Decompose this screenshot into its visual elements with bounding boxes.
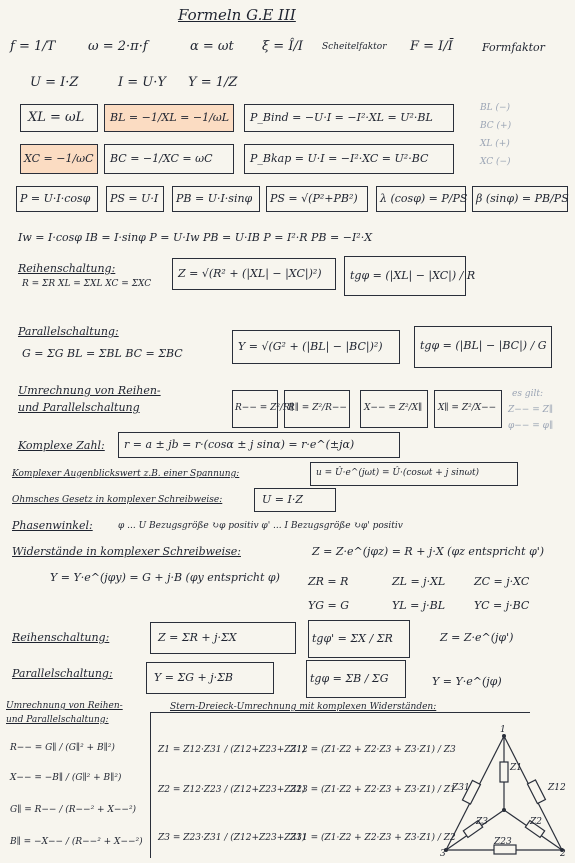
dreieck-z23: Z23 = (Z1·Z2 + Z2·Z3 + Z3·Z1) / Z1 (290, 785, 456, 795)
umr-f4: X∥ = Z²/X−− (438, 403, 497, 413)
parallel2-label: Parallelschaltung: (12, 667, 113, 680)
umrechnung2-x: X−− = −B∥ / (G∥² + B∥²) (10, 773, 122, 783)
umrechnung2-r: R−− = G∥ / (G∥² + B∥²) (10, 743, 115, 753)
widerstand-yl: YL = j·BL (392, 599, 446, 612)
node-1-label: 1 (500, 725, 506, 735)
dreieck-z31: Z31 = (Z1·Z2 + Z2·Z3 + Z3·Z1) / Z2 (290, 833, 456, 843)
umr-note-2: Z−− = Z∥ (508, 405, 554, 415)
augenblick-label: Komplexer Augenblickswert z.B. einer Spannung: (12, 469, 240, 479)
omega-formula: ω = 2·π·f (88, 39, 148, 54)
widerstand-yc: YC = j·BC (474, 599, 530, 612)
currents-formulas: Iw = I·cosφ IB = I·sinφ P = U·Iw PB = U·IB P = I²·R PB = −I²·X (18, 231, 373, 244)
parallel-heading: Parallelschaltung: (18, 325, 119, 338)
umrechnung2-g: G∥ = R−− / (R−−² + X−−²) (10, 805, 137, 815)
section-divider-vertical (150, 712, 151, 858)
z31-label: Z31 (452, 783, 470, 793)
widerstand-label: Widerstände in komplexer Schreibweise: (12, 545, 241, 558)
stern-z2: Z2 = Z12·Z23 / (Z12+Z23+Z31) (158, 785, 306, 795)
umr-f1: R−− = Z²/R∥ (235, 403, 294, 413)
sign-xc: XC (−) (480, 157, 511, 167)
umrechnung-heading-1: Umrechnung von Reihen- (18, 384, 161, 397)
augenblick-formula: u = Û·e^(jωt) = Û·(cosωt + j sinωt) (316, 468, 480, 478)
widerstand-y: Y = Y·e^(jφy) = G + j·B (φy entspricht φ) (50, 571, 280, 584)
stern-dreieck-heading: Stern-Dreieck-Umrechnung mit komplexen Widerständen: (170, 702, 437, 712)
form-label: Formfaktor (482, 41, 545, 54)
ohm-komplex-formula: U = I·Z (262, 493, 303, 506)
sign-bc: BC (+) (480, 121, 512, 131)
reihen-heading: Reihenschaltung: (18, 262, 116, 275)
ps2-formula: PS = √(P²+PB²) (270, 192, 358, 205)
scheitel-formula: ξ = Î/I (262, 39, 303, 54)
lambda-formula: λ (cosφ) = P/PS (380, 192, 468, 205)
stern-z3: Z3 = Z23·Z31 / (Z12+Z23+Z31) (158, 833, 306, 843)
z1-label: Z1 (510, 763, 522, 773)
bl-formula: BL = −1/XL = −1/ωL (110, 111, 230, 124)
reihen-z-formula: Z = √(R² + (|XL| − |XC|)²) (178, 267, 322, 280)
umr-note-1: es gilt: (512, 389, 543, 399)
reihen2-label: Reihenschaltung: (12, 631, 110, 644)
sign-bl: BL (−) (480, 103, 511, 113)
pb-formula: PB = U·I·sinφ (176, 192, 253, 205)
reihen2-z-formula: Z = ΣR + j·ΣX (158, 631, 237, 644)
p-kap-formula: P_Bkap = U·I = −I²·XC = U²·BC (250, 152, 429, 165)
ohm-u-formula: U = I·Z (30, 75, 79, 90)
parallel-tg-formula: tgφ = (|BL| − |BC|) / G (420, 339, 547, 352)
node-2-label: 2 (560, 849, 566, 859)
scheitel-label: Scheitelfaktor (322, 42, 387, 52)
parallel-sums: G = ΣG BL = ΣBL BC = ΣBC (22, 347, 183, 360)
form-formula: F = I/Ī (410, 39, 453, 54)
admittance-formula: Y = 1/Z (188, 75, 238, 90)
dreieck-z12: Z12 = (Z1·Z2 + Z2·Z3 + Z3·Z1) / Z3 (290, 745, 456, 755)
reihen-sums: R = ΣR XL = ΣXL XC = ΣXC (22, 279, 152, 289)
z2-label: Z2 (530, 817, 542, 827)
ps-formula: PS = U·I (110, 192, 159, 205)
p-ind-formula: P_Bind = −U·I = −I²·XL = U²·BL (250, 111, 433, 124)
widerstand-yg: YG = G (308, 599, 350, 612)
node-3-label: 3 (440, 849, 446, 859)
widerstand-zc: ZC = j·XC (474, 575, 530, 588)
umr-note-3: φ−− = φ∥ (508, 421, 554, 431)
widerstand-z: Z = Z·e^(jφz) = R + j·X (φz entspricht φ') (312, 545, 545, 558)
alpha-formula: α = ωt (190, 39, 234, 54)
ohm-komplex-label: Ohmsches Gesetz in komplexer Schreibweise: (12, 495, 223, 505)
z23-label: Z23 (494, 837, 512, 847)
parallel-y-formula: Y = √(G² + (|BL| − |BC|)²) (238, 340, 383, 353)
z12-label: Z12 (548, 783, 566, 793)
phasen-text: φ ... U Bezugsgröße ↻φ positiv φ' ... I Bezugsgröße ↻φ' positiv (118, 521, 403, 531)
phasen-label: Phasenwinkel: (12, 519, 93, 532)
bc-formula: BC = −1/XC = ωC (110, 152, 213, 165)
sign-xl: XL (+) (480, 139, 510, 149)
komplex-label: Komplexe Zahl: (18, 439, 105, 452)
frequency-formula: f = 1/T (10, 39, 56, 54)
umrechnung2-b: B∥ = −X−− / (R−−² + X−−²) (10, 837, 143, 847)
page-title: Formeln G.E III (178, 6, 296, 24)
z3-label: Z3 (476, 817, 488, 827)
umr-f3: X−− = Z²/X∥ (364, 403, 423, 413)
parallel2-tg-formula: tgφ = ΣB / ΣG (310, 672, 389, 685)
umrechnung2-heading-2: und Parallelschaltung: (6, 715, 109, 725)
reihen2-exp: Z = Z·e^(jφ') (440, 631, 514, 644)
beta-formula: β (sinφ) = PB/PS (476, 192, 569, 205)
ohm-i-formula: I = U·Y (118, 75, 166, 90)
parallel2-exp: Y = Y·e^(jφ) (432, 675, 502, 688)
reihen2-tg-formula: tgφ' = ΣX / ΣR (312, 632, 393, 645)
p-formula: P = U·I·cosφ (20, 192, 91, 205)
xl-formula: XL = ωL (28, 110, 85, 125)
stern-z1: Z1 = Z12·Z31 / (Z12+Z23+Z31) (158, 745, 306, 755)
komplex-formula: r = a ± jb = r·(cosα ± j sinα) = r·e^(±jα) (124, 438, 355, 451)
parallel2-y-formula: Y = ΣG + j·ΣB (154, 671, 234, 684)
reihen-tg-formula: tgφ = (|XL| − |XC|) / R (350, 269, 476, 282)
widerstand-zl: ZL = j·XL (392, 575, 446, 588)
section-divider-horizontal (150, 712, 530, 713)
umrechnung-heading-2: und Parallelschaltung (18, 401, 140, 414)
umr-f2: R∥ = Z²/R−− (288, 403, 347, 413)
xc-formula: XC = −1/ωC (24, 152, 94, 165)
widerstand-zr: ZR = R (308, 575, 349, 588)
umrechnung2-heading-1: Umrechnung von Reihen- (6, 701, 123, 711)
